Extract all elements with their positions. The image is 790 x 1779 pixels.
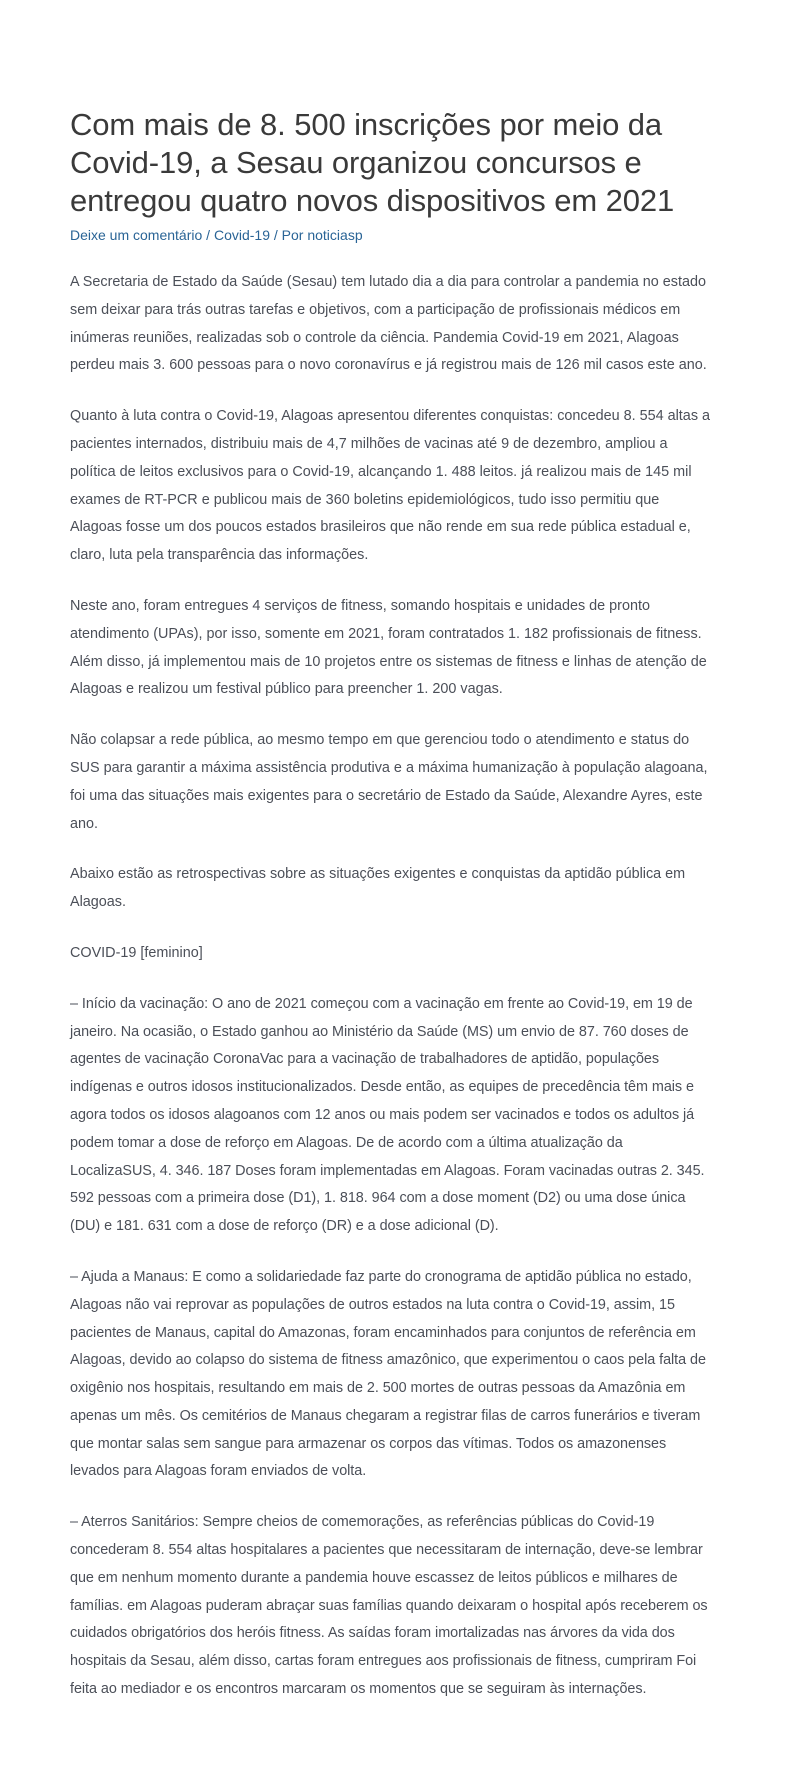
- paragraph: Não colapsar a rede pública, ao mesmo tempo em que gerenciou todo o atendimento e status do SUS para garantir a máxima assistência produtiva e a máxima humanização à população alagoana, foi uma das situações mais exigentes para o secretário de Estado da Saúde, Alexandre Ayres, este ano.: [70, 732, 708, 832]
- author-link[interactable]: noticiasp: [307, 227, 363, 243]
- category-link[interactable]: Covid-19: [213, 227, 270, 243]
- article-body: [70, 269, 712, 1704]
- paragraph: Abaixo estão as retrospectivas sobre as situações exigentes e conquistas da aptidão pública em Alagoas.: [70, 866, 686, 911]
- comment-link[interactable]: Deixe um comentário: [70, 227, 203, 243]
- paragraph: – Início da vacinação: O ano de 2021 começou com a vacinação em frente ao Covid-19, em 19 de janeiro. Na ocasião, o Estado ganhou ao Ministério da Saúde (MS) um envio de 87. 760 doses de agentes de vacinação CoronaVac para a vacinação de trabalhadores de aptidão, populações indígenas e outros idosos institucionalizados. Desde então, as equipes de precedência têm mais e agora todos os idosos alagoanos com 12 anos ou mais podem ser vacinados e todos os adultos já podem tomar a dose de reforço em Alagoas. De de acordo com a última atualização da LocalizaSUS, 4. 346. 187 Doses foram implementadas em Alagoas. Foram vacinadas outras 2. 345. 592 pessoas com a primeira dose (D1), 1. 818. 964 com a dose moment (D2) ou uma dose única (DU) e 181. 631 com a dose de reforço (DR) e a dose adicional (D).: [70, 995, 705, 1235]
- post-meta: [70, 225, 712, 245]
- meta-separator: /: [202, 227, 214, 243]
- paragraph: Neste ano, foram entregues 4 serviços de fitness, somando hospitais e unidades de pronto atendimento (UPAs), por isso, somente em 2021, foram contratados 1. 182 profissionais de fitness. Além disso, já implementou mais de 10 projetos entre os sistemas de fitness e linhas de atenção de Alagoas e realizou um festival público para preencher 1. 200 vagas.: [70, 597, 707, 698]
- paragraph: Quanto à luta contra o Covid-19, Alagoas apresentou diferentes conquistas: concedeu 8. 554 altas a pacientes internados, distribuiu mais de 4,7 milhões de vacinas até 9 de dezembro, ampliou a política de leitos exclusivos para o Covid-19, alcançando 1. 488 leitos. já realizou mais de 145 mil exames de RT-PCR e publicou mais de 360 boletins epidemiológicos, tudo isso permitiu que Alagoas fosse um dos poucos estados brasileiros que não rende em sua rede pública estadual e, claro, luta pela transparência das informações.: [70, 408, 711, 564]
- paragraph: – Ajuda a Manaus: E como a solidariedade faz parte do cronograma de aptidão pública no estado, Alagoas não vai reprovar as populações de outros estados na luta contra o Covid-19, assim, 15 pacientes de Manaus, capital do Amazonas, foram encaminhados para conjuntos de referência em Alagoas, devido ao colapso do sistema de fitness amazônico, que experimentou o caos pela falta de oxigênio nos hospitais, resultando em mais de 2. 500 mortes de outras pessoas da Amazônia em apenas um mês. Os cemitérios de Manaus chegaram a registrar filas de carros funerários e tiveram que montar salas sem sangue para armazenar os corpos das vítimas. Todos os amazonenses levados para Alagoas foram enviados de volta.: [70, 1268, 706, 1480]
- section-heading: COVID-19 [feminino]: [70, 944, 203, 961]
- author-prefix: Por: [281, 227, 308, 243]
- meta-separator: /: [269, 227, 282, 243]
- paragraph: – Aterros Sanitários: Sempre cheios de comemorações, as referências públicas do Covid-19 concederam 8. 554 altas hospitalares a pacientes que necessitaram de internação, deve-se lembrar que em nenhum momento durante a pandemia houve escassez de leitos públicos e milhares de famílias. em Alagoas puderam abraçar suas famílias quando deixaram o hospital após receberem os cuidados obrigatórios dos heróis fitness. As saídas foram imortalizadas nas árvores da vida dos hospitais da Sesau, além disso, cartas foram entregues aos profissionais de fitness, cumpriram Foi feita ao mediador e os encontros marcaram os momentos que se seguiram às internações.: [70, 1514, 708, 1698]
- article-title: Com mais de 8. 500 inscrições por meio da Covid-19, a Sesau organizou concursos e entregou quatro novos dispositivos em 2021: [70, 107, 675, 218]
- paragraph: A Secretaria de Estado da Saúde (Sesau) tem lutado dia a dia para controlar a pandemia no estado sem deixar para trás outras tarefas e objetivos, com a participação de profissionais médicos em inúmeras reuniões, realizadas sob o controle da ciência. Pandemia Covid-19 em 2021, Alagoas perdeu mais 3. 600 pessoas para o novo coronavírus e já registrou mais de 126 mil casos este ano.: [70, 274, 707, 374]
- article: [70, 106, 712, 1727]
